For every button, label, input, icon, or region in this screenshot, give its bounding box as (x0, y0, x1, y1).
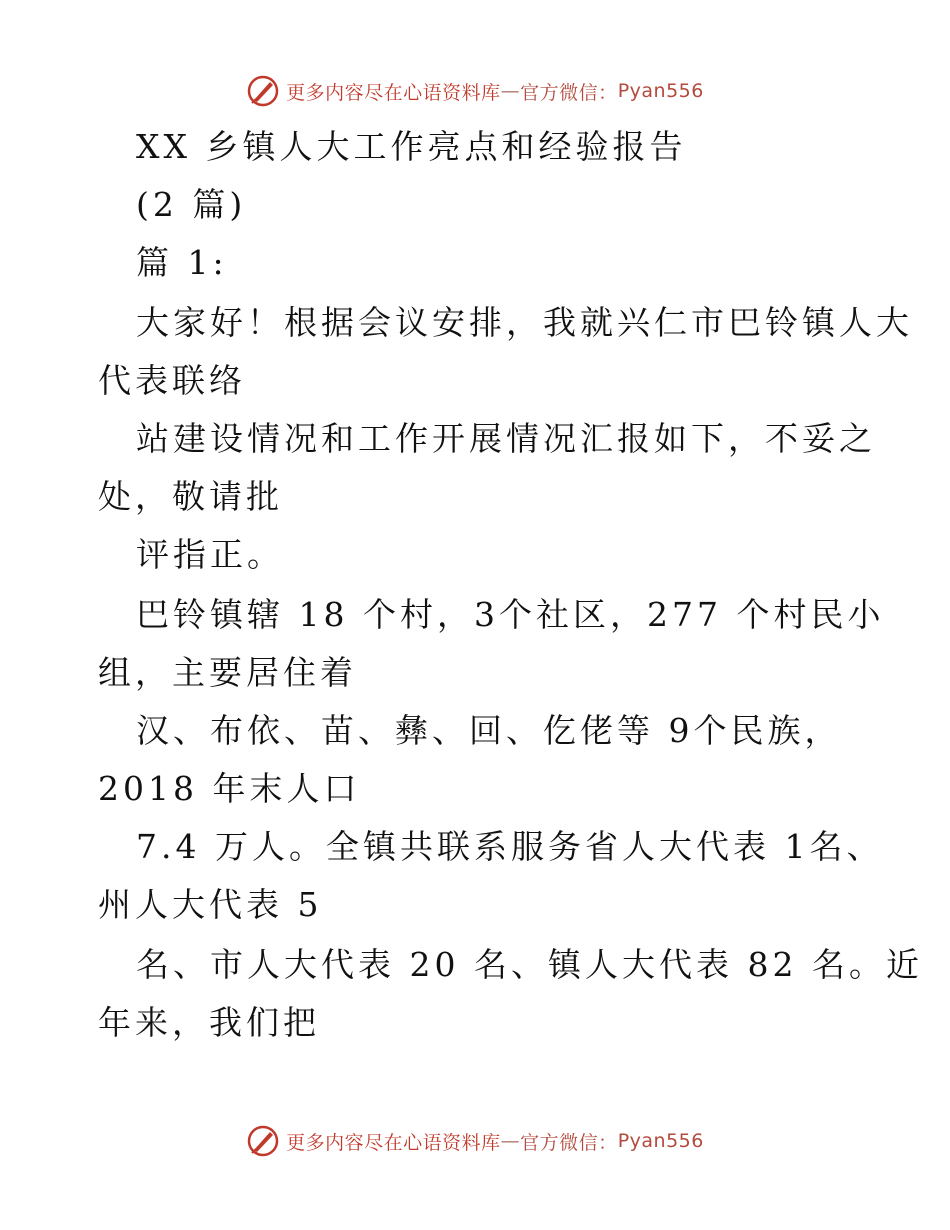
watermark-wechat-id: Pyan556 (617, 80, 704, 102)
document-title: XX 乡镇人大工作亮点和经验报告 (136, 127, 687, 166)
quill-logo-icon (246, 1124, 280, 1158)
paragraph-line: 代表联络 (98, 361, 246, 400)
watermark-wechat-label: 官方微信： (520, 81, 618, 104)
paragraph-line: 2018 年末人口 (98, 769, 361, 808)
header-watermark (0, 74, 950, 108)
watermark-site: 更多内容尽在心语资料库 (286, 1131, 501, 1154)
watermark-wechat-id: Pyan556 (617, 1130, 704, 1152)
document-subtitle: (2 篇) (136, 185, 247, 224)
paragraph-line: 名、市人大代表 20 名、镇人大代表 82 名。近 (136, 945, 923, 984)
section-heading: 篇 1: (136, 243, 228, 282)
paragraph-line: 站建设情况和工作开展情况汇报如下，不妥之 (136, 419, 876, 458)
watermark-separator: — (500, 1130, 521, 1152)
paragraph-line: 处，敬请批 (98, 477, 283, 516)
watermark-separator: — (500, 80, 521, 102)
paragraph-line: 大家好！根据会议安排，我就兴仁市巴铃镇人大 (136, 303, 913, 342)
paragraph-line: 州人大代表 5 (98, 885, 323, 924)
watermark-wechat-label: 官方微信： (520, 1131, 618, 1154)
watermark-site: 更多内容尽在心语资料库 (286, 81, 501, 104)
paragraph-line: 评指正。 (136, 535, 284, 574)
quill-logo-icon (246, 74, 280, 108)
paragraph-line: 年来，我们把 (98, 1003, 320, 1042)
paragraph-line: 汉、布依、苗、彝、回、仡佬等 9个民族， (136, 711, 842, 750)
paragraph-line: 7.4 万人。全镇共联系服务省人大代表 1名、 (136, 827, 884, 866)
paragraph-line: 组，主要居住着 (98, 653, 357, 692)
paragraph-line: 巴铃镇辖 18 个村，3个社区，277 个村民小 (136, 595, 885, 634)
footer-watermark (0, 1124, 950, 1158)
